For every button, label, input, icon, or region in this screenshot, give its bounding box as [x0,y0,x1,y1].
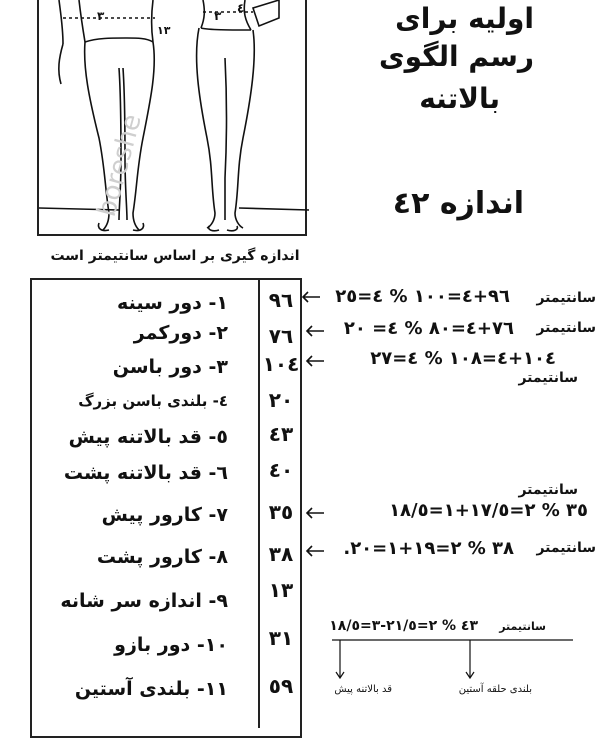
measurement-value-1: ٩٦ [268,288,294,312]
armhole-height-note: بلندی حلقه آستین [458,684,532,695]
measurement-value-11: ٥٩ [268,674,294,698]
watermark: boreshe [91,111,148,220]
body-silhouette-drawing [39,0,309,236]
calc-5: ٣٨ % ٢=١٩+١=٢٠. [343,538,514,559]
measurement-value-6: ٤٠ [268,458,294,482]
figure-label-3a: ٣ [97,9,105,23]
measurement-label-7: ٧- کارور پیش [101,504,228,526]
measurement-label-10: ١٠- دور بازو [114,634,228,656]
measurement-label-9: ٩- اندازه سر شانه [60,590,228,612]
front-length-note: قد بالاتنه پیش [334,684,392,695]
size-title: اندازه ٤٢ [392,186,524,221]
calc-1: ٩٦+٤=١٠٠ % ٤=٢٥ [335,286,510,307]
measurement-label-6: ٦- قد بالاتنه پشت [63,462,228,484]
measurement-value-3: ١٠٤ [262,352,300,376]
measurement-label-2: ٢- دورکمر [133,322,228,344]
measurement-label-5: ٥- قد بالاتنه پیش [68,426,228,448]
measurement-label-4: ٤- بلندی باسن بزرگ [78,392,228,410]
derived-arrows-diagram [330,638,575,684]
calc-unit-1: سانتیمتر [536,290,596,306]
calc-6: ٤٣ % ٢=٢١/٥-٣=١٨/٥ [329,618,478,634]
measurement-value-4: ٢٠ [268,388,294,412]
calc-2: ٧٦+٤=٨٠ % ٤= ٢٠ [343,318,514,339]
calc-unit-5: سانتیمتر [536,540,596,556]
arrow-left-icon [304,544,326,558]
measurement-value-9: ١٣ [268,578,294,602]
table-divider [258,278,260,728]
measurement-value-2: ٧٦ [268,324,294,348]
calc-4: ٣٥ % ٢=١٧/٥+١=١٨/٥ [389,500,588,521]
figure-label-3b: ٣ [214,9,222,23]
calc-unit-3: سانتیمتر [518,370,578,386]
measurement-value-5: ٤٣ [268,422,294,446]
measurement-value-10: ٣١ [268,626,294,650]
title-line-3: بالاتنه [419,82,500,115]
arrow-left-icon [304,506,326,520]
measurement-label-3: ٣- دور باسن [112,356,228,378]
figure-label-13: ١٣ [157,24,171,37]
arrow-left-icon [304,324,326,338]
measurement-label-11: ١١- بلندی آستین [74,678,228,700]
figure-illustration [37,0,307,236]
title-line-2: رسم الگوی [379,40,534,73]
arrow-left-icon [304,354,326,368]
measurement-label-8: ٨- کارور پشت [96,546,228,568]
calc-unit-4: سانتیمتر [518,482,578,498]
measurement-value-8: ٣٨ [268,542,294,566]
calc-unit-2: سانتیمتر [536,320,596,336]
calc-unit-6: سانتیمتر [499,620,546,633]
title-line-1: اولیه برای [395,2,534,35]
calc-3: ١٠٤+٤=١٠٨ % ٤=٢٧ [370,348,556,369]
measurement-label-1: ١- دور سینه [117,292,228,314]
unit-note: اندازه گیری بر اساس سانتیمتر است [50,248,300,264]
figure-label-4: ٤ [237,1,245,15]
measurement-value-7: ٣٥ [268,500,294,524]
arrow-left-icon [300,290,322,304]
